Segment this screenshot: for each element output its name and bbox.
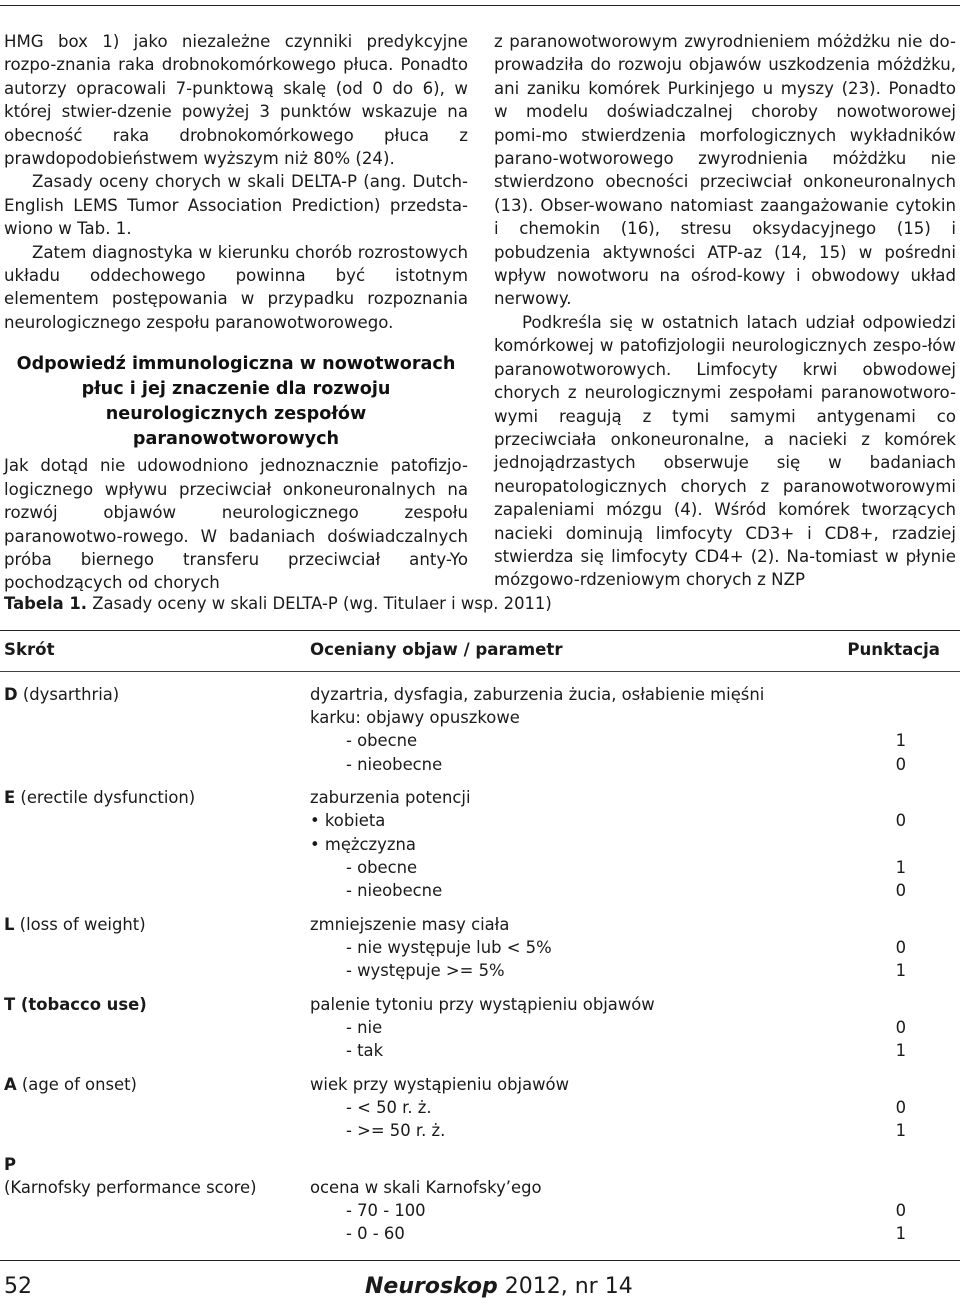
cell-parameter: - 70 - 100: [346, 1201, 426, 1221]
cell-parameter: zmniejszenie masy ciała: [310, 914, 510, 934]
cell-parameter: wiek przy wystąpieniu objawów: [310, 1074, 569, 1094]
cell-abbreviation: [4, 1178, 257, 1197]
abbreviation-description: (Karnofsky performance score): [4, 1178, 257, 1198]
row-spacer: [0, 778, 960, 789]
paragraph: Podkreśla się w ostatnich latach udział odpowiedzi komórkowej w patofizjologii neurologicznych zespo-łów paranowotworowych. Limfocyty krwi obwodowej chorych z neurologicznymi zespołami paranowotworo-wymi reagują z tymi samymi antygenami co przeciwciała onkoneuronalne, a nacieki z komórek jednojądrzastych obserwuje się w badaniach neuropatologicznych chorych z paranowotworowymi zapaleniami mózgu (4). Wśród komórek tworzących nacieki dominują limfocyty CD3+ i CD8+, rzadziej stwierdza się limfocyty CD4+ (2). Na-tomiast w płynie mózgowo-rdzeniowym chorych z NZP: [494, 312, 956, 590]
table-caption-label: Tabela 1.: [4, 594, 87, 613]
cell-abbreviation: [4, 1155, 16, 1174]
cell-abbreviation: [4, 915, 146, 934]
table-row: [0, 708, 960, 731]
cell-score: 1: [895, 857, 906, 877]
table-row: [0, 938, 960, 961]
cell-parameter: - występuje >= 5%: [346, 961, 505, 981]
cell-abbreviation: [4, 1075, 137, 1094]
paragraph: z paranowotworowym zwyrodnieniem móżdżku nie do-prowadziła do rozwoju objawów uszkodzenia móżdżku, ani zaniku komórek Purkinjego u myszy (23). Ponadto w modelu doświadczalnej choroby nowotworowej pomi-mo stwierdzenia morfologicznych wykładników parano-wotworowego zwyrodnienia móżdżku nie stwierdzono obecności przeciwciał onkoneuronalnych (13). Obser-wowano natomiast zaangażowanie cytokin i chemokin (16), stresu oksydacyjnego (15) i pobudzenia aktywności ATP-az (14, 15) w pośredni wpływ nowotworu na ośrod-kowy i obwodowy układ nerwowy.: [494, 32, 956, 309]
table-caption-text: Zasady oceny w skali DELTA-P (wg. Titulaer i wsp. 2011): [92, 594, 552, 613]
cell-parameter: - nie występuje lub < 5%: [346, 937, 552, 957]
abbreviation-letter: P: [4, 1154, 17, 1174]
cell-parameter: • mężczyzna: [310, 834, 416, 854]
row-spacer: [0, 1064, 960, 1075]
paragraph: Zatem diagnostyka w kierunku chorób rozrostowych układu oddechowego powinna być istotnym elementem postępowania w przypadku rozpoznania neurologicznego zespołu paranowotworowego.: [4, 242, 468, 332]
table-row: [0, 1075, 960, 1098]
cell-parameter: • kobieta: [310, 811, 386, 831]
abbreviation-letter: A: [4, 1074, 17, 1094]
journal-name: Neuroskop: [365, 1274, 498, 1299]
cell-score: 1: [895, 1041, 906, 1061]
cell-parameter: dyzartria, dysfagia, zaburzenia żucia, osłabienie mięśni: [310, 685, 765, 704]
table-row: [0, 1201, 960, 1224]
section-heading: Odpowiedź immunologiczna w nowotworach płuc i jej znaczenie dla rozwoju neurologicznych zespołów paranowotworowych: [16, 354, 456, 450]
table-row: [0, 961, 960, 984]
cell-score: 0: [895, 754, 906, 774]
table-row: [0, 788, 960, 811]
table-row: [0, 811, 960, 834]
table-row: [0, 1155, 960, 1178]
table-row: [0, 1178, 960, 1201]
cell-score: 0: [895, 1017, 906, 1037]
cell-parameter: - obecne: [346, 857, 418, 877]
cell-parameter: - nieobecne: [346, 754, 443, 774]
page-number: 52: [4, 1274, 32, 1299]
paragraph: Jak dotąd nie udowodniono jednoznacznie patofizjo-logicznego wpływu przeciwciał onkoneuronalnych na rozwój objawów neurologicznego zespołu paranowotwo-rowego. W badaniach doświadczalnych próba biernego transferu przeciwciał anty-Yo pochodzących od chorych: [4, 456, 468, 593]
row-spacer: [0, 984, 960, 995]
table-row: [0, 835, 960, 858]
table-row: [0, 858, 960, 881]
header-score: Punktacja: [847, 640, 940, 659]
table-body: [0, 672, 960, 1248]
cell-abbreviation: [4, 788, 195, 807]
cell-parameter: - obecne: [346, 731, 418, 751]
paragraph: HMG box 1) jako niezależne czynniki predykcyjne rozpo-znania raka drobnokomórkowego płuca. Ponadto autorzy opracowali 7-punktową skalę (od 0 do 6), w której stwier-dzenie powyżej 3 punktów wskazuje na obecność raka drobnokomórkowego płuca z prawdopodobieństwem wyższym niż 80% (24).: [4, 32, 468, 169]
cell-parameter: zaburzenia potencji: [310, 788, 471, 808]
table-row: [0, 1018, 960, 1041]
top-rule: [0, 5, 960, 6]
abbreviation-letter: T (tobacco use): [4, 994, 147, 1014]
cell-parameter: ocena w skali Karnofsky’ego: [310, 1178, 542, 1198]
right-column: [494, 30, 956, 592]
cell-score: 0: [895, 881, 906, 900]
cell-parameter: - 0 - 60: [346, 1224, 405, 1244]
table-row: [0, 881, 960, 904]
cell-abbreviation: [4, 685, 119, 704]
table-row: [0, 1121, 960, 1144]
table-header: [0, 631, 960, 671]
bottom-rule: [0, 1260, 960, 1261]
table-row: [0, 995, 960, 1018]
cell-parameter: - nie: [346, 1017, 383, 1037]
cell-score: 1: [895, 1224, 906, 1244]
abbreviation-letter: D: [4, 685, 18, 704]
cell-score: 0: [895, 937, 906, 957]
table-row: [0, 731, 960, 754]
abbreviation-description: (age of onset): [21, 1074, 137, 1094]
row-spacer: [0, 904, 960, 915]
abbreviation-letter: E: [4, 788, 16, 808]
cell-parameter: karku: objawy opuszkowe: [310, 708, 520, 728]
table-row: [0, 1041, 960, 1064]
cell-score: 0: [895, 811, 906, 831]
header-parameter: Oceniany objaw / parametr: [310, 640, 563, 659]
abbreviation-description: (dysarthria): [22, 685, 120, 704]
delta-p-table: [0, 630, 960, 1248]
abbreviation-letter: L: [4, 914, 15, 934]
cell-score: 0: [895, 1201, 906, 1221]
table-row: [0, 1224, 960, 1247]
cell-parameter: - >= 50 r. ż.: [346, 1121, 446, 1141]
cell-abbreviation: [4, 995, 147, 1014]
cell-score: 0: [895, 1098, 906, 1117]
cell-parameter: - < 50 r. ż.: [346, 1098, 432, 1117]
cell-parameter: - nieobecne: [346, 881, 443, 900]
paragraph: Zasady oceny chorych w skali DELTA-P (ang. Dutch-English LEMS Tumor Association Prediction) przedsta-wiono w Tab. 1.: [4, 172, 468, 239]
cell-score: 1: [895, 731, 906, 751]
journal-footer: [365, 1273, 633, 1301]
row-spacer: [0, 1144, 960, 1155]
table-row: [0, 915, 960, 938]
header-abbreviation: Skrót: [4, 640, 55, 659]
left-column: [4, 30, 468, 595]
cell-score: 1: [895, 961, 906, 981]
cell-score: 1: [895, 1121, 906, 1141]
table-row: [0, 685, 960, 708]
abbreviation-description: (loss of weight): [19, 914, 146, 934]
table-caption: [4, 593, 552, 615]
journal-issue: 2012, nr 14: [504, 1274, 633, 1299]
cell-parameter: palenie tytoniu przy wystąpieniu objawów: [310, 994, 655, 1014]
abbreviation-description: (erectile dysfunction): [20, 788, 196, 808]
table-row: [0, 755, 960, 778]
table-row: [0, 1098, 960, 1121]
cell-parameter: - tak: [346, 1041, 384, 1061]
